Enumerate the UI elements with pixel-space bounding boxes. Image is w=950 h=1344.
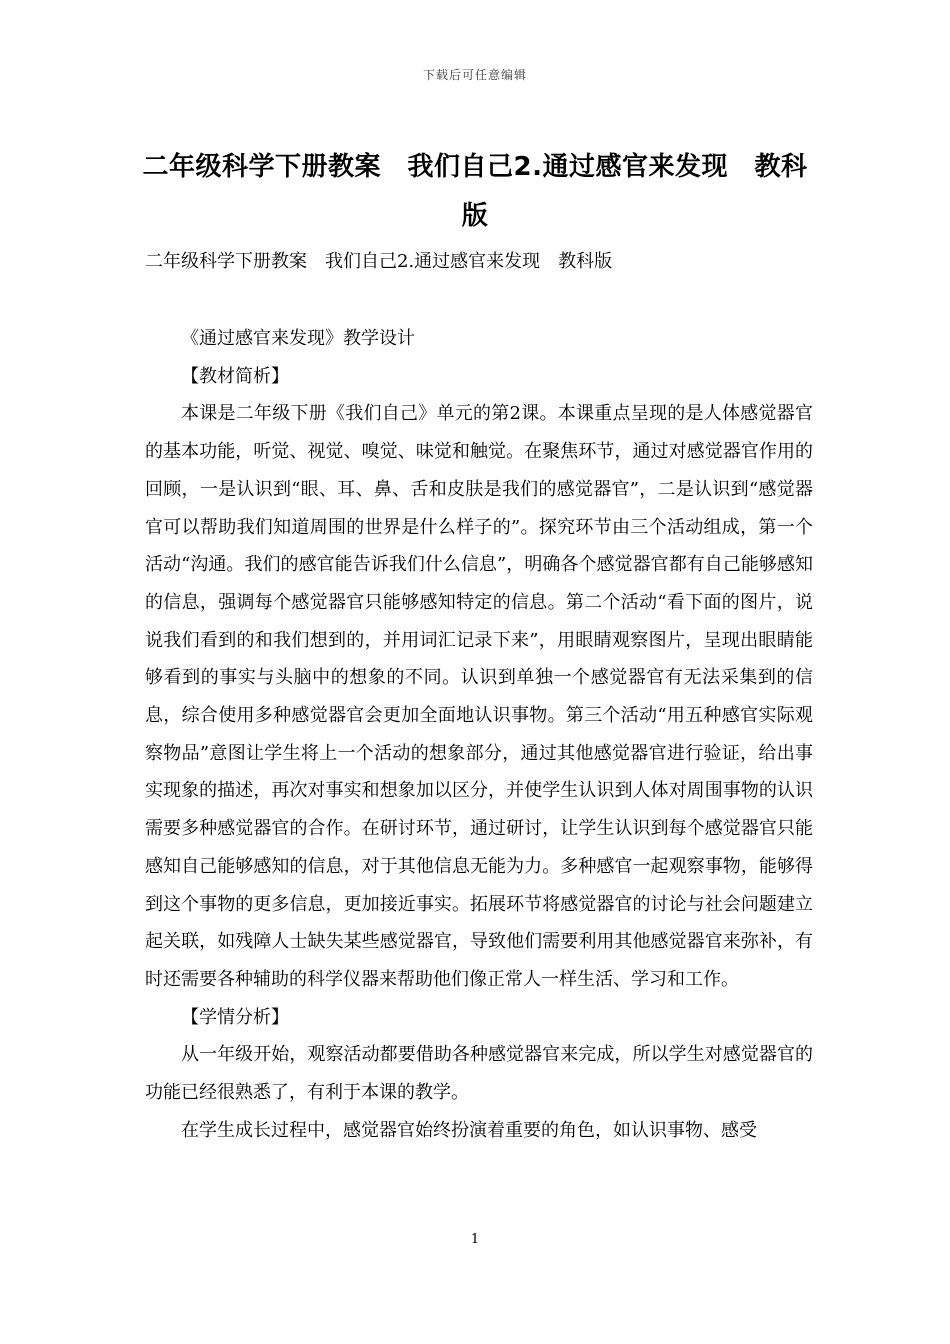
section-heading-student-analysis: 【学情分析】 xyxy=(181,1006,289,1028)
page-number: 1 xyxy=(470,1232,480,1247)
paragraph-student-analysis-1: 从一年级开始，观察活动都要借助各种感觉器官来完成，所以学生对感觉器官的功能已经很熟悉了，有利于本课的教学。 xyxy=(145,1044,813,1104)
section-heading-textbook-analysis: 【教材简析】 xyxy=(181,365,289,387)
design-title: 《通过感官来发现》教学设计 xyxy=(181,328,415,349)
paragraph-textbook-analysis: 本课是二年级下册《我们自己》单元的第2课。本课重点呈现的是人体感觉器官的基本功能，听觉、视觉、嗅觉、味觉和触觉。在聚焦环节，通过对感觉器官作用的回顾，一是认识到“眼、耳、鼻、舌和皮肤是我们的感觉器官”，二是认识到“感觉器官可以帮助我们知道周围的世界是什么样子的”。探究环节由三个活动组成，第一个活动“沟通。我们的感官能告诉我们什么信息”，明确各个感觉器官都有自己能够感知的信息，强调每个感觉器官只能够感知特定的信息。第二个活动“看下面的图片，说说我们看到的和我们想到的，并用词汇记录下来”，用眼睛观察图片，呈现出眼睛能够看到的事实与头脑中的想象的不同。认识到单独一个感觉器官有无法采集到的信息，综合使用多种感觉器官会更加全面地认识事物。第三个活动“用五种感官实际观察物品”意图让学生将上一个活动的想象部分，通过其他感觉器官进行验证，给出事实现象的描述，再次对事实和想象加以区分，并使学生认识到人体对周围事物的认识需要多种感觉器官的合作。在研讨环节，通过研讨，让学生认识到每个感觉器官只能感知自己能够感知的信息，对于其他信息无能为力。多种感官一起观察事物，能够得到这个事物的更多信息，更加接近事实。拓展环节将感觉器官的讨论与社会问题建立起关联，如残障人士缺失某些感觉器官，导致他们需要利用其他感觉器官来弥补，有时还需要各种辅助的科学仪器来帮助他们像正常人一样生活、学习和工作。 xyxy=(145,403,813,990)
document-body xyxy=(145,320,813,1149)
document-subtitle: 二年级科学下册教案 我们自己2.通过感官来发现 教科版 xyxy=(145,251,613,272)
paragraph-student-analysis-2: 在学生成长过程中，感觉器官始终扮演着重要的角色，如认识事物、感受 xyxy=(181,1119,757,1141)
document-title: 二年级科学下册教案 我们自己2.通过感官来发现 教科版 xyxy=(142,152,808,231)
header-note: 下载后可任意编辑 xyxy=(422,68,527,82)
